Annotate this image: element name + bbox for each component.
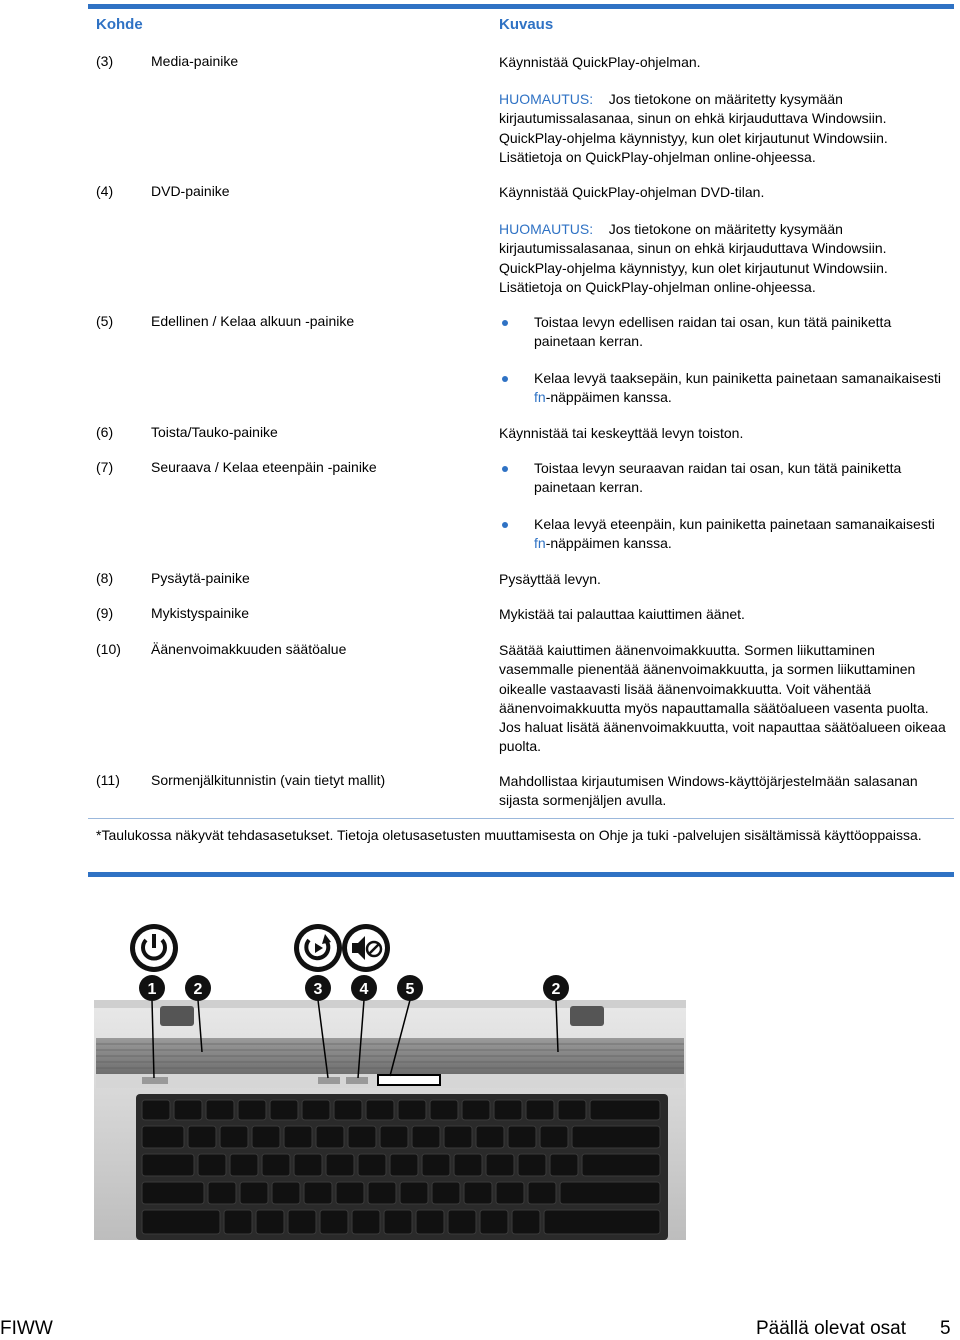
row-description: Käynnistää QuickPlay-ohjelman.	[499, 54, 701, 70]
row-number: (5)	[96, 313, 114, 329]
column-header-description: Kuvaus	[499, 16, 554, 33]
bullet-dot	[502, 466, 508, 472]
callout-label: 3	[313, 981, 323, 998]
row-description: Mahdollistaa kirjautumisen Windows-käyttöjärjestelmään salasanan sijasta sormenjäljen avulla.	[499, 773, 918, 809]
media-controls-area	[378, 1075, 440, 1085]
note	[499, 90, 949, 167]
row-description: Pysäyttää levyn.	[499, 571, 601, 587]
row-item: DVD-painike	[151, 183, 230, 199]
laptop-svg	[90, 920, 690, 1240]
note-text: Jos tietokone on määritetty kysymään kirjautumissalasanaa, sinun on ehkä kirjauduttava Windowsiin. QuickPlay-ohjelma käynnistyy, kun olet kirjautunut Windowsiin. Lisätietoja on QuickPlay-ohjelman online-ohjeessa.	[499, 221, 888, 295]
row-description: Käynnistää QuickPlay-ohjelman DVD-tilan.	[499, 184, 765, 200]
row-item: Äänenvoimakkuuden säätöalue	[151, 641, 347, 657]
callout-label: 2	[551, 981, 561, 998]
note-label: HUOMAUTUS:	[499, 91, 594, 107]
hinge-left	[160, 1006, 194, 1026]
row-item: Toista/Tauko-painike	[151, 424, 278, 440]
hinge-right	[570, 1006, 604, 1026]
mute-icon	[342, 924, 390, 972]
row-description: Säätää kaiuttimen äänenvoimakkuutta. Sormen liikuttaminen vasemmalle pienentää äänenvoimakkuutta, ja sormen liikuttaminen oikealle vastaavasti lisää äänenvoimakkuutta. Voit vähentää äänenvoimakkuutta myös napauttamalla säätöalueen vasenta puolta. Jos haluat lisätä äänenvoimakkuutta, voit napauttaa säätöalueen oikeaa puolta.	[499, 642, 946, 755]
media-button	[318, 1077, 340, 1084]
row-description: Käynnistää tai keskeyttää levyn toiston.	[499, 425, 744, 441]
bullet-dot	[502, 376, 508, 382]
callout-label: 1	[147, 981, 157, 998]
bullet-text-part: -näppäimen kanssa.	[545, 389, 672, 406]
row-item: Sormenjälkitunnistin (vain tietyt mallit)	[151, 772, 386, 788]
row-number: (4)	[96, 183, 114, 199]
bullet-text-part: -näppäimen kanssa.	[545, 535, 672, 552]
bullet-text-part: Kelaa levyä eteenpäin, kun painiketta painetaan samanaikaisesti	[534, 516, 935, 532]
table-bottom-rule	[88, 872, 954, 877]
bullet-text: Toistaa levyn seuraavan raidan tai osan, kun tätä painiketta painetaan kerran.	[534, 460, 902, 496]
bullet-text	[534, 369, 954, 408]
table-divider	[88, 818, 954, 819]
row-item: Pysäytä-painike	[151, 570, 250, 586]
footer-doc-code: FIWW	[0, 1318, 53, 1339]
table-footnote: *Taulukossa näkyvät tehdasasetukset. Tietoja oletusasetusten muuttamisesta on Ohje ja tuki -palvelujen sisältämissä käyttöoppaissa.	[96, 827, 922, 843]
row-description: Mykistää tai palauttaa kaiuttimen äänet.	[499, 606, 745, 622]
callout-label: 2	[193, 981, 203, 998]
fn-key-label: fn	[534, 389, 546, 406]
callout-badges	[139, 975, 569, 1001]
fn-key-label: fn	[534, 535, 546, 552]
quickplay-icon	[294, 924, 342, 972]
column-header-item: Kohde	[96, 16, 143, 33]
row-number: (10)	[96, 641, 121, 657]
row-number: (3)	[96, 53, 114, 69]
footer-page-number: 5	[940, 1318, 951, 1339]
row-number: (7)	[96, 459, 114, 475]
bullet-text: Toistaa levyn edellisen raidan tai osan, kun tätä painiketta painetaan kerran.	[534, 314, 892, 350]
callout-label: 5	[405, 981, 415, 998]
power-icon	[130, 924, 178, 972]
callout-label: 4	[359, 981, 369, 998]
row-item: Media-painike	[151, 53, 239, 69]
row-item: Edellinen / Kelaa alkuun -painike	[151, 313, 355, 329]
row-number: (8)	[96, 570, 114, 586]
keyboard-keys	[142, 1100, 660, 1234]
row-item: Mykistyspainike	[151, 605, 250, 621]
bullet-dot	[502, 320, 508, 326]
bullet-dot	[502, 522, 508, 528]
bullet-text-part: Kelaa levyä taaksepäin, kun painiketta painetaan samanaikaisesti	[534, 370, 942, 386]
bullet-text	[534, 515, 954, 554]
note	[499, 220, 949, 297]
power-button	[142, 1077, 168, 1084]
row-number: (6)	[96, 424, 114, 440]
laptop-illustration	[90, 920, 690, 1240]
dvd-button	[346, 1077, 368, 1084]
note-label: HUOMAUTUS:	[499, 221, 594, 237]
table-top-rule	[88, 4, 954, 9]
note-text: Jos tietokone on määritetty kysymään kirjautumissalasanaa, sinun on ehkä kirjauduttava Windowsiin. QuickPlay-ohjelma käynnistyy, kun olet kirjautunut Windowsiin. Lisätietoja on QuickPlay-ohjelman online-ohjeessa.	[499, 91, 888, 165]
footer-section-title: Päällä olevat osat	[756, 1318, 906, 1339]
row-item: Seuraava / Kelaa eteenpäin -painike	[151, 459, 377, 475]
row-number: (11)	[96, 772, 120, 788]
row-number: (9)	[96, 605, 114, 621]
